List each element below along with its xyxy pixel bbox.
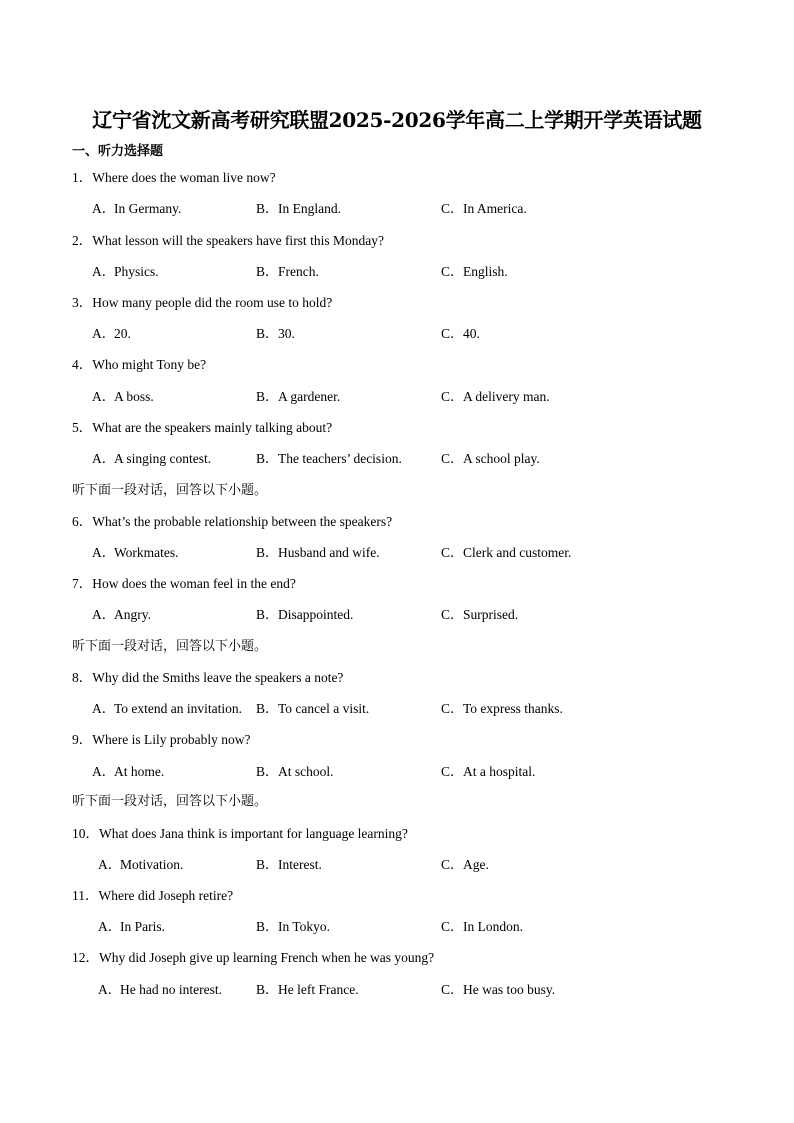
- question-text: Where is Lily probably now?: [92, 732, 251, 747]
- question-row: [0, 946, 794, 966]
- answer-option-a[interactable]: [92, 322, 131, 342]
- option-text: A delivery man.: [463, 389, 550, 404]
- option-letter: C．: [441, 607, 464, 622]
- option-letter: A．: [92, 326, 116, 341]
- option-letter: B．: [256, 982, 279, 997]
- answer-option-c[interactable]: [441, 697, 563, 717]
- option-letter: B．: [256, 545, 279, 560]
- instruction-text: 听下面一段对话，回答以下小题。: [72, 639, 268, 654]
- question-number: 12．: [72, 950, 99, 965]
- answer-option-b[interactable]: [256, 260, 319, 280]
- option-letter: A．: [98, 982, 122, 997]
- option-text: To extend an invitation.: [114, 701, 243, 716]
- option-letter: A．: [92, 701, 116, 716]
- question-text: Why did Joseph give up learning French when he was young?: [99, 950, 435, 965]
- question-row: [0, 291, 794, 311]
- question-number: 6．: [72, 514, 93, 529]
- options-row: [0, 697, 794, 717]
- answer-option-b[interactable]: [256, 385, 340, 405]
- question-stem: [72, 884, 233, 904]
- option-text: Age.: [463, 857, 489, 872]
- option-text: In America.: [463, 201, 527, 216]
- option-letter: B．: [256, 607, 279, 622]
- question-number: 4．: [72, 357, 93, 372]
- question-row: [0, 666, 794, 686]
- question-row: [0, 510, 794, 530]
- option-text: Husband and wife.: [278, 545, 380, 560]
- question-row: [0, 353, 794, 373]
- option-text: A singing contest.: [114, 451, 212, 466]
- question-text: What’s the probable relationship between the speakers?: [92, 514, 393, 529]
- option-text: Interest.: [278, 857, 322, 872]
- option-letter: A．: [92, 264, 116, 279]
- option-letter: A．: [92, 201, 116, 216]
- option-text: 20.: [114, 326, 131, 341]
- option-text: 30.: [278, 326, 295, 341]
- question-text: Where does the woman live now?: [92, 170, 276, 185]
- option-text: English.: [463, 264, 508, 279]
- answer-option-b[interactable]: [256, 915, 330, 935]
- question-number: 11．: [72, 888, 99, 903]
- option-letter: C．: [441, 857, 464, 872]
- answer-option-c[interactable]: [441, 260, 508, 280]
- options-row: [0, 197, 794, 217]
- option-text: He left France.: [278, 982, 359, 997]
- listening-instruction: [0, 790, 794, 810]
- options-row: [0, 447, 794, 467]
- option-text: A gardener.: [278, 389, 341, 404]
- question-row: [0, 728, 794, 748]
- answer-option-a[interactable]: [98, 915, 165, 935]
- question-text: How many people did the room use to hold?: [92, 295, 333, 310]
- question-text: What lesson will the speakers have first this Monday?: [92, 233, 384, 248]
- answer-option-c[interactable]: [441, 978, 555, 998]
- option-letter: B．: [256, 201, 279, 216]
- question-stem: [72, 353, 206, 373]
- option-letter: C．: [441, 201, 464, 216]
- option-letter: C．: [441, 982, 464, 997]
- question-number: 2．: [72, 233, 93, 248]
- option-letter: B．: [256, 764, 279, 779]
- answer-option-c[interactable]: [441, 915, 523, 935]
- option-text: In Tokyo.: [278, 919, 331, 934]
- answer-option-b[interactable]: [256, 603, 353, 623]
- answer-option-b[interactable]: [256, 541, 380, 561]
- answer-option-a[interactable]: [92, 447, 211, 467]
- option-letter: A．: [92, 389, 116, 404]
- option-text: To express thanks.: [463, 701, 563, 716]
- options-row: [0, 760, 794, 780]
- question-stem: [72, 416, 332, 436]
- answer-option-a[interactable]: [92, 260, 159, 280]
- option-text: He had no interest.: [120, 982, 222, 997]
- question-number: 3．: [72, 295, 93, 310]
- options-row: [0, 385, 794, 405]
- answer-option-b[interactable]: [256, 760, 334, 780]
- option-letter: B．: [256, 857, 279, 872]
- answer-option-c[interactable]: [441, 853, 489, 873]
- answer-option-c[interactable]: [441, 385, 550, 405]
- option-letter: B．: [256, 264, 279, 279]
- option-letter: A．: [98, 919, 122, 934]
- option-text: A school play.: [463, 451, 540, 466]
- answer-option-b[interactable]: [256, 447, 402, 467]
- option-text: Disappointed.: [278, 607, 354, 622]
- option-letter: A．: [92, 764, 116, 779]
- answer-option-c[interactable]: [441, 322, 480, 342]
- listening-instruction: [0, 635, 794, 655]
- option-text: The teachers’ decision.: [278, 451, 402, 466]
- answer-option-c[interactable]: [441, 447, 540, 467]
- question-text: What does Jana think is important for language learning?: [99, 826, 408, 841]
- question-row: [0, 416, 794, 436]
- question-number: 1．: [72, 170, 93, 185]
- answer-option-b[interactable]: [256, 853, 322, 873]
- option-letter: B．: [256, 701, 279, 716]
- option-letter: A．: [92, 451, 116, 466]
- answer-option-b[interactable]: [256, 978, 359, 998]
- question-row: [0, 166, 794, 186]
- option-text: In Germany.: [114, 201, 182, 216]
- question-stem: [72, 666, 343, 686]
- options-row: [0, 322, 794, 342]
- options-row: [0, 915, 794, 935]
- option-text: A boss.: [114, 389, 154, 404]
- question-row: [0, 572, 794, 592]
- option-letter: A．: [98, 857, 122, 872]
- option-letter: A．: [92, 607, 116, 622]
- question-row: [0, 229, 794, 249]
- answer-option-a[interactable]: [98, 978, 222, 998]
- answer-option-b[interactable]: [256, 197, 341, 217]
- option-text: At a hospital.: [463, 764, 536, 779]
- options-row: [0, 260, 794, 280]
- option-letter: B．: [256, 451, 279, 466]
- answer-option-c[interactable]: [441, 541, 571, 561]
- question-text: Who might Tony be?: [92, 357, 207, 372]
- option-letter: C．: [441, 451, 464, 466]
- option-letter: B．: [256, 326, 279, 341]
- option-letter: C．: [441, 264, 464, 279]
- option-letter: C．: [441, 389, 464, 404]
- option-letter: C．: [441, 545, 464, 560]
- answer-option-b[interactable]: [256, 697, 369, 717]
- question-text: Why did the Smiths leave the speakers a note?: [92, 670, 344, 685]
- question-text: Where did Joseph retire?: [98, 888, 234, 903]
- answer-option-a[interactable]: [92, 697, 242, 717]
- option-text: In England.: [278, 201, 341, 216]
- options-row: [0, 603, 794, 623]
- question-number: 8．: [72, 670, 93, 685]
- answer-option-a[interactable]: [92, 197, 181, 217]
- option-text: At home.: [114, 764, 165, 779]
- answer-option-b[interactable]: [256, 322, 295, 342]
- option-letter: B．: [256, 919, 279, 934]
- option-letter: C．: [441, 701, 464, 716]
- question-stem: [72, 572, 296, 592]
- option-text: Clerk and customer.: [463, 545, 572, 560]
- answer-option-c[interactable]: [441, 603, 518, 623]
- question-stem: [72, 229, 384, 249]
- instruction-text: 听下面一段对话，回答以下小题。: [72, 483, 268, 498]
- question-stem: [72, 946, 434, 966]
- question-number: 10．: [72, 826, 99, 841]
- option-text: He was too busy.: [463, 982, 556, 997]
- question-stem: [72, 291, 332, 311]
- answer-option-a[interactable]: [92, 541, 179, 561]
- options-row: [0, 541, 794, 561]
- options-row: [0, 853, 794, 873]
- question-number: 9．: [72, 732, 93, 747]
- answer-option-c[interactable]: [441, 197, 527, 217]
- listening-instruction: [0, 479, 794, 499]
- question-stem: [72, 166, 276, 186]
- instruction-text: 听下面一段对话，回答以下小题。: [72, 794, 268, 809]
- option-text: Angry.: [114, 607, 151, 622]
- page-title: 辽宁省沈文新高考研究联盟2025-2026学年高二上学期开学英语试题: [92, 108, 702, 132]
- option-text: Surprised.: [463, 607, 519, 622]
- question-row: [0, 822, 794, 842]
- question-number: 5．: [72, 420, 93, 435]
- question-text: How does the woman feel in the end?: [92, 576, 296, 591]
- option-letter: C．: [441, 326, 464, 341]
- options-row: [0, 978, 794, 998]
- question-row: [0, 884, 794, 904]
- option-text: Workmates.: [114, 545, 179, 560]
- option-text: Motivation.: [120, 857, 184, 872]
- option-letter: A．: [92, 545, 116, 560]
- answer-option-a[interactable]: [98, 853, 183, 873]
- answer-option-a[interactable]: [92, 760, 164, 780]
- question-number: 7．: [72, 576, 93, 591]
- answer-option-a[interactable]: [92, 603, 151, 623]
- option-letter: C．: [441, 764, 464, 779]
- option-text: In London.: [463, 919, 523, 934]
- question-stem: [72, 822, 408, 842]
- answer-option-a[interactable]: [92, 385, 154, 405]
- section-heading: 一、听力选择题: [72, 144, 164, 159]
- option-text: To cancel a visit.: [278, 701, 370, 716]
- question-text: What are the speakers mainly talking about?: [92, 420, 333, 435]
- question-stem: [72, 510, 392, 530]
- question-stem: [72, 728, 250, 748]
- option-letter: C．: [441, 919, 464, 934]
- option-text: In Paris.: [120, 919, 165, 934]
- answer-option-c[interactable]: [441, 760, 535, 780]
- option-text: Physics.: [114, 264, 159, 279]
- option-letter: B．: [256, 389, 279, 404]
- option-text: French.: [278, 264, 319, 279]
- option-text: At school.: [278, 764, 334, 779]
- option-text: 40.: [463, 326, 480, 341]
